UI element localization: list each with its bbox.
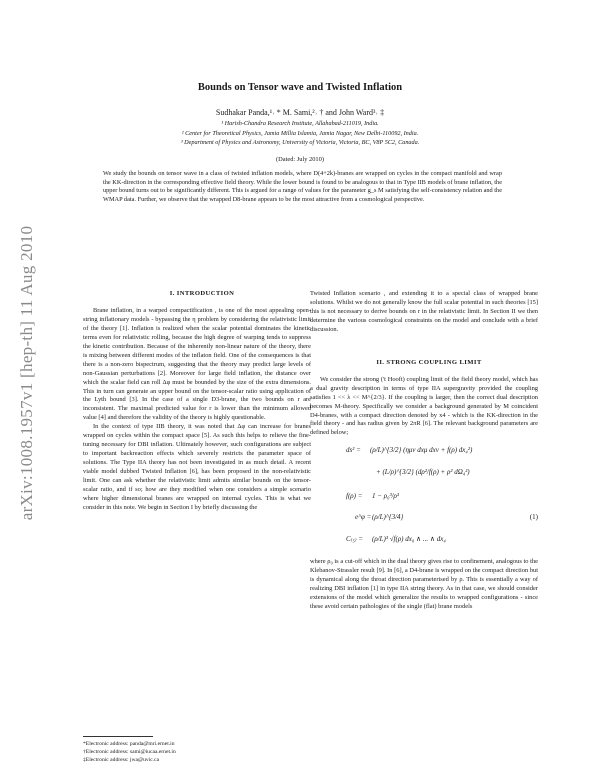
eq-ds2-line1: (ρ/L)^{3/2} (ημν dxμ dxν + f(ρ) dx₄²) bbox=[370, 446, 473, 455]
equation-block bbox=[310, 438, 538, 558]
eq-ds2-line2: + (L/ρ)^{3/2} (dρ²/f(ρ) + ρ² dΩ₄²) bbox=[376, 468, 470, 477]
affiliations bbox=[60, 119, 540, 148]
intro-paragraph-1: Brane inflation, in a warped compactification , is one of the most appealing open-string inflationary models - bypassing the η problem by considering the relativistic limit of the theory [1]. Inflation is realized when the scalar potential dominates the kinetic terms even for relativistic rolling, because the high degree of warping tends to suppress the kinetic contribution. Because of the inherently non-linear nature of the theory, there is mixing between different modes of the inflaton field. One of the consequences is that there is a non-zero bispectrum, suggesting that the theory may predict large levels of non-Gaussian perturbations [2]. Moreover for large field inflation, the distance over which the scalar field can roll Δφ must be bounded by the size of the extra dimensions. This in turn can generate an upper bound on the tensor-scalar ratio using application of the Lyth bound [3]. In the case of a single D3-brane, the two bounds on r are inconsistent. The maximal predicted value for r is lower than the minimum allowed value [4] and therefore the validity of the theory is highly questionable. bbox=[83, 306, 311, 422]
section-heading-strong-coupling: II. STRONG COUPLING LIMIT bbox=[376, 358, 482, 366]
eq-ds2-lhs: ds² = bbox=[346, 446, 361, 455]
intro-paragraph-2: In the context of type IIB theory, it was noted that Δφ can increase for branes wrapped on cycles within the compact space [5]. As such this helps to relieve the fine-tuning necessary for DBI inflation. Ultimately however, such configurations are subject to important backreaction effects which severely restricts the parameter space of solutions. The Type IIA theory has not been investigated in as much detail. A recent viable model dubbed Twisted Inflation [6], has been proposed in the non-relativistic limit. One can ask whether the relativistic limit admits similar bounds on the tensor-scalar ratio, and if so; how are they modified when one considers a simple scenario where higher dimensional branes are wrapped on internal cycles. This is what we consider in this note. We begin in Section I by briefly discussing the bbox=[83, 423, 311, 511]
affiliation-3: ³ Department of Physics and Astronomy, University of Victoria, Victoria, BC, V8P 5C2, Canada. bbox=[180, 139, 420, 146]
intro-continued-paragraph: Twisted Inflation scenario , and extending it to a special class of wrapped brane solutions. Whilst we do not generally know the full scalar potential in such theories [15] this is not necessary to derive bounds on r in the relativistic limit. In Section II we then determine the various cosmological constraints on the model and conclude with a brief discussion. bbox=[310, 290, 538, 333]
abstract: We study the bounds on tensor wave in a class of twisted inflation models, where D(4+2k)-branes are wrapped on cycles in the compact manifold and wrap the KK-direction in the corresponding effective field theory. While the lower bound is found to be analogous to that in Type IIB models of brane inflation, the upper bound turns out to be significantly different. This is argued for a range of values for the parameter g_s M satisfying the self-consistency relation and the WMAP data. Further, we observe that the wrapped D8-brane appears to be the most attractive from a cosmological perspective. bbox=[103, 170, 502, 203]
affiliation-1: ¹ Harish-Chandra Research Institute, Allahabad-211019, India. bbox=[221, 120, 379, 127]
left-column bbox=[83, 290, 311, 513]
right-column bbox=[310, 290, 538, 612]
author-list: Sudhakar Panda,¹˒ * M. Sami,²˒ † and John Ward³˒ ‡ bbox=[215, 108, 385, 117]
footnote-3: ‡Electronic address: jwa@uvic.ca bbox=[83, 757, 160, 763]
strong-coupling-paragraph-1: We consider the strong ('t Hooft) coupling limit of the field theory model, which has a dual gravity description in terms of type IIA supergravity provided the coupling satisfies 1 << λ << M^{2/3}. If the coupling is larger, then the correct dual description becomes M-theory. Specifically we consider a background generated by M coincident D4-branes, with a compact direction denoted by x4 - which is the KK-direction in the field theory - and has radius given by 2πR [6]. The relevant background parameters are defined below; bbox=[310, 375, 538, 437]
strong-coupling-paragraph-2: where ρ₀ is a cut-off which in the dual theory gives rise to confinement, analogous to the Klebanov-Strassler result [9]. In [6], a D4-brane is wrapped on the compact direction but is dynamical along the throat direction parameterised by ρ. This is essentially a way of realizing DBI inflation [1] in type IIA string theory. As in that case, we should consider extensions of the model which generalize the results to wrapped configurations - since these avoid certain pathologies of the single (flat) brane models bbox=[310, 558, 538, 611]
section-heading-introduction: I. INTRODUCTION bbox=[169, 290, 235, 297]
eq-phi-lhs: e^φ = bbox=[355, 513, 372, 522]
eq-c5-rhs: (ρ/L)³ √f(ρ) dx₀ ∧ ... ∧ dx₄ bbox=[372, 535, 446, 544]
equation-number: (1) bbox=[529, 513, 538, 522]
affiliation-2: ² Center for Theoretical Physics, Jamia Millia Islamia, Jamia Nagar, New Delhi-110092, India. bbox=[181, 129, 419, 137]
arxiv-stamp bbox=[14, 175, 40, 570]
footnote-rule bbox=[83, 736, 153, 737]
footnotes bbox=[83, 740, 313, 764]
paper-title: Bounds on Tensor wave and Twisted Inflation bbox=[197, 82, 403, 93]
eq-f-rhs: 1 − ρ₀³/ρ³ bbox=[372, 492, 400, 501]
eq-f-lhs: f(ρ) = bbox=[346, 492, 363, 501]
eq-c5-lhs: C₍₅₎ = bbox=[346, 535, 364, 544]
footnote-2: †Electronic address: sami@iucaa.ernet.in bbox=[83, 749, 176, 755]
footnote-1: *Electronic address: panda@mri.ernet.in bbox=[83, 741, 175, 747]
eq-phi-rhs: (ρ/L)^{3/4} bbox=[372, 513, 404, 522]
arxiv-stamp-text: arXiv:1008.1957v1 [hep-th] 11 Aug 2010 bbox=[17, 225, 36, 520]
date-line: (Dated: July 2010) bbox=[276, 156, 324, 163]
